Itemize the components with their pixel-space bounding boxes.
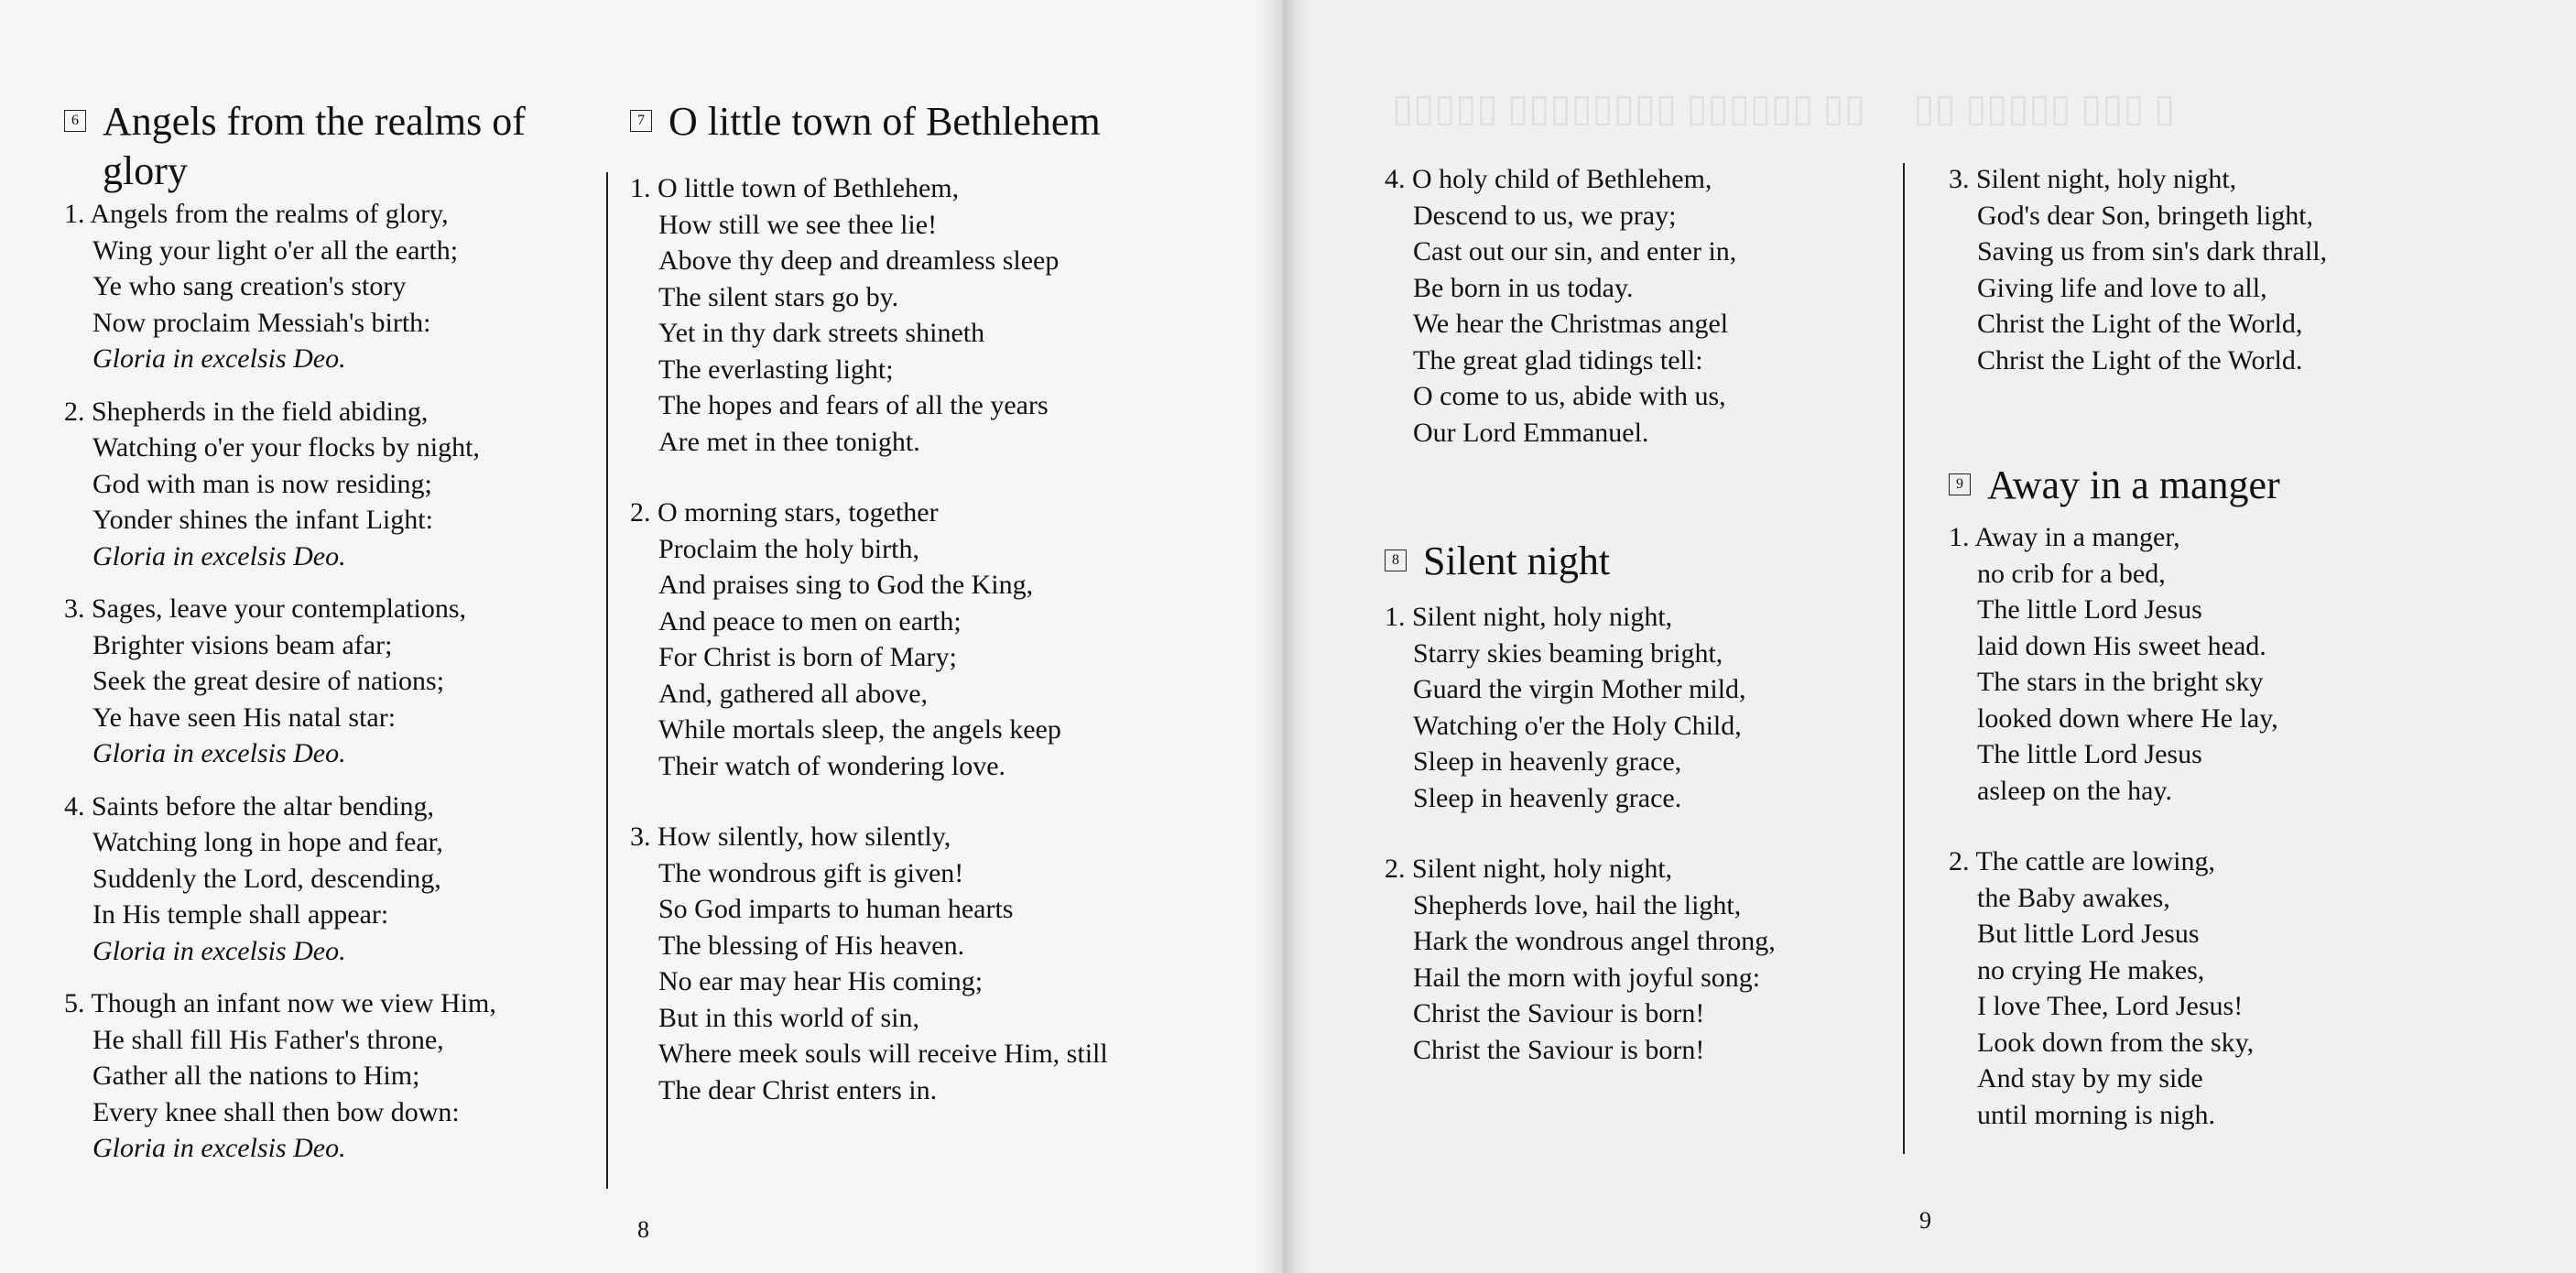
verse xyxy=(1385,599,1916,816)
verse-line: Christ the Saviour is born! xyxy=(1413,1034,1705,1065)
refrain-line: Gloria in excelsis Deo. xyxy=(92,343,346,374)
hymn-6 xyxy=(64,97,614,1167)
verse-line: God's dear Son, bringeth light, xyxy=(1977,200,2314,231)
verse-line: Now proclaim Messiah's birth: xyxy=(92,307,431,338)
verse-line: Watching o'er the Holy Child, xyxy=(1413,710,1742,741)
verse-line: Shepherds love, hail the light, xyxy=(1413,889,1742,920)
verse-line: 5. Though an infant now we view Him, xyxy=(64,988,496,1018)
hymn-7-header xyxy=(630,97,1262,147)
hymn-title: O little town of Bethlehem xyxy=(668,99,1101,144)
verse-line: Ye have seen His natal star: xyxy=(92,702,397,733)
verse-line: 1. O little town of Bethlehem, xyxy=(630,173,960,203)
verse-line: the Baby awakes, xyxy=(1977,882,2170,913)
verse-line: Hail the morn with joyful song: xyxy=(1413,962,1761,993)
verse-line: The little Lord Jesus xyxy=(1977,594,2202,625)
verse xyxy=(64,196,614,377)
verse-line: no crying He makes, xyxy=(1977,954,2205,985)
verse xyxy=(1385,851,1916,1068)
left-page xyxy=(0,0,1282,1273)
verse-line: 2. The cattle are lowing, xyxy=(1949,846,2216,876)
verse-line: God with man is now residing; xyxy=(92,468,432,499)
hymn-number-badge: 7 xyxy=(630,110,652,132)
verse-line: How still we see thee lie! xyxy=(658,209,938,240)
verse-line: 3. Sages, leave your contemplations, xyxy=(64,593,467,624)
verse-line: 3. Silent night, holy night, xyxy=(1949,164,2237,194)
verse-line: Wing your light o'er all the earth; xyxy=(92,234,459,266)
verse-line: asleep on the hay. xyxy=(1977,775,2172,806)
verse-line: Be born in us today. xyxy=(1413,272,1634,303)
verse-line: Are met in thee tonight. xyxy=(658,426,920,457)
verse-line: Yonder shines the infant Light: xyxy=(92,505,433,535)
verse xyxy=(1949,519,2535,809)
verse-line: Saving us from sin's dark thrall, xyxy=(1977,236,2328,267)
verse-line: Look down from the sky, xyxy=(1977,1027,2255,1058)
verse-line: And praises sing to God the King, xyxy=(658,570,1034,600)
verse-line: O come to us, abide with us, xyxy=(1413,381,1726,411)
verse xyxy=(64,789,614,970)
verse-line: 2. O morning stars, together xyxy=(630,497,939,528)
verse-line: 1. Away in a manger, xyxy=(1949,522,2180,552)
column-divider xyxy=(1903,163,1905,1154)
verse-line: The blessing of His heaven. xyxy=(658,930,965,961)
verse-line: Watching o'er your flocks by night, xyxy=(92,432,480,462)
right-page xyxy=(1282,0,2576,1273)
verse-line: 2. Shepherds in the field abiding, xyxy=(64,396,429,427)
verse-line: Christ the Saviour is born! xyxy=(1413,998,1705,1028)
verse-line: 4. O holy child of Bethlehem, xyxy=(1385,164,1712,194)
verse-line: 1. Angels from the realms of glory, xyxy=(64,199,449,229)
verse-line: 4. Saints before the altar bending, xyxy=(64,790,435,821)
verse-line: The dear Christ enters in. xyxy=(658,1074,938,1105)
hymn-9-header xyxy=(1949,461,2535,510)
hymn-7 xyxy=(630,97,1262,1108)
verse-line: Gather all the nations to Him; xyxy=(92,1061,420,1091)
verse xyxy=(630,495,1262,784)
hymn-number-badge: 9 xyxy=(1949,473,1971,495)
verse-line: no crib for a bed, xyxy=(1977,558,2166,589)
verse xyxy=(1385,161,1916,451)
verse-line: Where meek souls will receive Him, still xyxy=(658,1039,1108,1069)
page-number: 8 xyxy=(637,1216,649,1243)
verse-line: I love Thee, Lord Jesus! xyxy=(1977,991,2244,1021)
verse-line: Christ the Light of the World. xyxy=(1977,344,2303,375)
verse xyxy=(64,985,614,1167)
verse-line: He shall fill His Father's throne, xyxy=(92,1024,444,1055)
verse-line: In His temple shall appear: xyxy=(92,899,389,930)
verse-line: Every knee shall then bow down: xyxy=(92,1096,460,1127)
right-column-1 xyxy=(1385,161,1916,1068)
verse xyxy=(1949,843,2535,1133)
hymn-7-verses xyxy=(630,170,1262,1108)
verse-line: Ye who sang creation's story xyxy=(92,271,407,301)
hymn-6-verses xyxy=(64,196,614,1167)
verse-line: 3. How silently, how silently, xyxy=(630,821,951,852)
verse-line: Above thy deep and dreamless sleep xyxy=(658,245,1060,276)
verse xyxy=(64,394,614,575)
verse-line: But in this world of sin, xyxy=(658,1002,920,1033)
verse-line: Suddenly the Lord, descending, xyxy=(92,863,441,894)
verse-line: 2. Silent night, holy night, xyxy=(1385,854,1673,884)
refrain-line: Gloria in excelsis Deo. xyxy=(92,540,346,571)
verse-line: Their watch of wondering love. xyxy=(658,750,1006,781)
verse-line: The little Lord Jesus xyxy=(1977,739,2202,769)
verse-line: Descend to us, we pray; xyxy=(1413,200,1677,231)
refrain-line: Gloria in excelsis Deo. xyxy=(92,1133,346,1163)
verse-line: The hopes and fears of all the years xyxy=(658,390,1049,420)
verse-line: Hark the wondrous angel throng, xyxy=(1413,926,1776,956)
hymn-number-badge: 8 xyxy=(1385,549,1407,571)
hymn-8-header xyxy=(1385,537,1916,586)
verse-line: The silent stars go by. xyxy=(658,281,899,312)
verse-line: For Christ is born of Mary; xyxy=(658,642,957,672)
verse-line: The stars in the bright sky xyxy=(1977,667,2264,697)
hymn-title: Angels from the realms of glory xyxy=(103,99,526,193)
verse-line: laid down His sweet head. xyxy=(1977,630,2266,661)
verse xyxy=(1949,161,2535,378)
verse-line: looked down where He lay, xyxy=(1977,702,2278,734)
refrain-line: Gloria in excelsis Deo. xyxy=(92,935,346,966)
verse-line: Sleep in heavenly grace, xyxy=(1413,746,1682,777)
verse-line: Proclaim the holy birth, xyxy=(658,533,919,564)
hymn-9-verses xyxy=(1949,519,2535,1133)
verse-line: Brighter visions beam afar; xyxy=(92,629,393,660)
verse-line: We hear the Christmas angel xyxy=(1413,309,1729,339)
verse-line: Giving life and love to all, xyxy=(1977,272,2267,303)
hymn-title: Away in a manger xyxy=(1987,462,2280,507)
verse-line: And, gathered all above, xyxy=(658,678,929,709)
right-column-2 xyxy=(1949,161,2535,1133)
verse-line: And peace to men on earth; xyxy=(658,605,962,636)
verse xyxy=(630,170,1262,460)
verse-line: until morning is nigh. xyxy=(1977,1099,2216,1130)
verse xyxy=(630,819,1262,1108)
verse-line: Christ the Light of the World, xyxy=(1977,309,2303,339)
show-through-texture: ▯ ▯▯▯ ▯▯▯▯▯ ▯▯ ▯▯ ▯▯▯▯▯▯ ▯▯▯▯▯▯▯▯ ▯▯▯▯▯ xyxy=(1392,88,2176,130)
hymn-number-badge: 6 xyxy=(64,110,86,132)
hymn-title: Silent night xyxy=(1423,539,1611,583)
verse-line: Sleep in heavenly grace. xyxy=(1413,782,1682,813)
verse-line: The wondrous gift is given! xyxy=(658,857,964,888)
verse xyxy=(64,591,614,772)
page-number: 9 xyxy=(1919,1207,1931,1234)
verse-line: Seek the great desire of nations; xyxy=(92,666,445,696)
verse-line: Guard the virgin Mother mild, xyxy=(1413,674,1746,704)
verse-line: Starry skies beaming bright, xyxy=(1413,637,1723,669)
verse-line: While mortals sleep, the angels keep xyxy=(658,714,1061,745)
column-divider xyxy=(606,172,608,1189)
verse-line: So God imparts to human hearts xyxy=(658,894,1014,924)
verse-line: Our Lord Emmanuel. xyxy=(1413,417,1649,448)
hymn-6-header xyxy=(64,97,614,196)
verse-line: Yet in thy dark streets shineth xyxy=(658,318,985,348)
hymn-8-verses xyxy=(1385,599,1916,1068)
verse-line: Watching long in hope and fear, xyxy=(92,827,443,857)
verse-line: No ear may hear His coming; xyxy=(658,966,984,996)
verse-line: The great glad tidings tell: xyxy=(1413,344,1703,375)
refrain-line: Gloria in excelsis Deo. xyxy=(92,738,346,768)
verse-line: 1. Silent night, holy night, xyxy=(1385,602,1673,632)
verse-line: And stay by my side xyxy=(1977,1063,2203,1093)
verse-line: Cast out our sin, and enter in, xyxy=(1413,236,1737,267)
verse-line: But little Lord Jesus xyxy=(1977,919,2200,949)
verse-line: The everlasting light; xyxy=(658,354,894,385)
